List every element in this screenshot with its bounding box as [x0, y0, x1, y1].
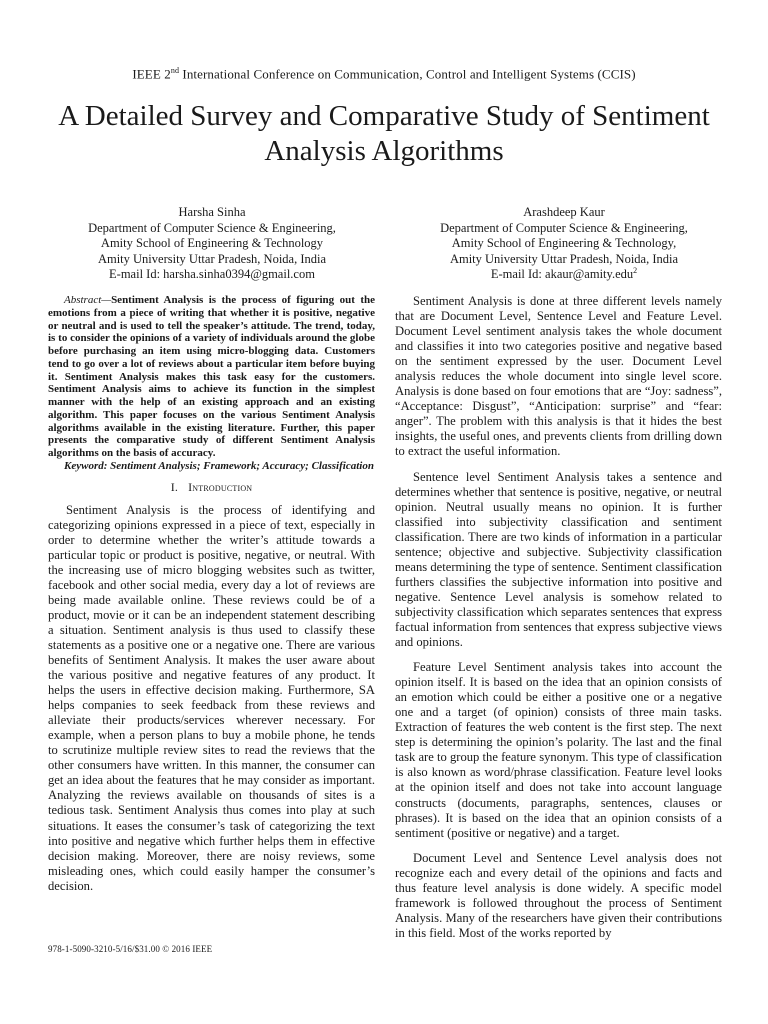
author-school: Amity School of Engineering & Technology,: [451, 236, 677, 250]
body-paragraph: Feature Level Sentiment analysis takes into account the opinion itself. It is based on the idea that an opinion consists of an emotion which could be either a positive one or a negative one and a target (of opinion) consists of three main tasks. Extraction of features the web content is the first step. The next step is determining the opinion’s polarity. The last and the final task are to group the feature synonym. This type of classification is also known as word/phrase classification. Feature level looks at the opinion itself and does not take into account language constructs (documents, paragraphs, sentences, clauses or phrases). It is based on the idea that an opinion consists of a sentiment (positive or negative) and a target.: [395, 660, 722, 840]
conference-suffix: International Conference on Communication, Control and Intelligent Systems (CCIS): [179, 66, 636, 82]
conference-header: [0, 66, 768, 82]
right-column: [395, 294, 722, 951]
body-paragraph: Sentence level Sentiment Analysis takes a sentence and determines whether that sentence is positive, negative, or neutral opinion. Neutral usually means no opinion. It is further classified into subjectivity classification and sentiment classification. There are two kinds of information in a particular sentence; objective and subjective. Subjectivity classification means determining the type of sentence. Sentiment classification furthers classifies the subjective information into positive and negative. Sentence Level analysis is somehow related to subjectivity classification which separates sentences that express factual information from sentences that express subjective views and opinions.: [395, 469, 722, 650]
paper-title: A Detailed Survey and Comparative Study of Sentiment Analysis Algorithms: [58, 100, 710, 167]
author-name: Harsha Sinha: [178, 205, 246, 219]
section-number: I.: [170, 479, 179, 494]
author-block-1: [52, 205, 372, 283]
section-title: Introduction: [188, 479, 253, 494]
keywords: Keyword: Sentiment Analysis; Framework; Accuracy; Classification: [64, 459, 374, 472]
abstract: [48, 294, 375, 460]
body-paragraph: Sentiment Analysis is the process of identifying and categorizing opinions expressed in a piece of text, especially in order to determine whether the writer’s attitude towards a particular topic or product is positive, negative, or neutral. With the increasing use of micro blogging websites such as twitter, facebook and other social media, every day a lot of reviews are being made available online. These reviews could be of a product, movie or it can be an independent statement describing a situation. Sentiment analysis is thus used to classify these statements as a positive one or a negative one. There are various benefits of Sentiment Analysis. It makes the user aware about the various positive and negative features of any product. It helps the users in effective decision making. Furthermore, SA helps companies to seek feedback from these reviews and alleviate their products/services wherever necessary. For example, when a person plans to buy a mobile phone, he tends to scrutinize multiple review sites to read the reviews that the other consumers have written. In this manner, the consumer can get an idea about the features that he may consider as important. Analyzing the reviews available on thousands of sites is a tedious task. Sentiment Analysis thus comes into play at such situations. It eases the consumer’s task of categorizing the text into positive and negative which further helps them in effective decision making. Moreover, there are noisy reviews, some misleading ones, which could easily hamper the consumer’s decision.: [48, 502, 375, 893]
body-paragraph: Document Level and Sentence Level analysis does not recognize each and every detail of the opinions and facts and thus feature level analysis is done widely. A specific model framework is followed throughout the process of Sentiment Analysis. Many of the researchers have given their contributions in this field. Most of the works reported by: [395, 850, 722, 940]
author-email-text: E-mail Id: akaur@amity.edu: [490, 267, 634, 281]
left-column: [48, 294, 375, 903]
author-school: Amity School of Engineering & Technology: [100, 236, 324, 250]
conference-ordinal-sup: nd: [170, 66, 180, 75]
body-paragraph: Sentiment Analysis is done at three different levels namely that are Document Level, Sentence Level and Feature Level. Document Level sentiment analysis takes the whole document and classifies it into two categories positive and negative based on the sentiment expressed by the user. Document Level analysis reduces the whole document into single level score. Analysis is done based on four emotions that are “Joy: sadness”, “Acceptance: Disgust”, “Anticipation: surprise” and “fear: anger”. The problem with this analysis is that it hides the best insights, the useful ones, and prevents clients from drilling down to extract the useful information.: [395, 294, 722, 459]
copyright-footer: 978-1-5090-3210-5/16/$31.00 © 2016 IEEE: [48, 944, 213, 954]
abstract-text: Sentiment Analysis is the process of figuring out the emotions from a piece of writing that whether it is positive, negative or neutral and is used to tell the speaker’s attitude. The trend, today, is to consider the opinions of a variety of individuals around the globe before purchasing an item using micro-blogging data. Customers tend to go over a lot of reviews about a particular item before buying it. Sentiment Analysis makes this task easy for the customers. Sentiment Analysis aims to achieve its function in the simplest manner with the help of an existing approach and an existing algorithm. This paper focuses on the various Sentiment Analysis algorithms available in the existing literature. Further, this paper presents the comparative study of different Sentiment Analysis algorithms on the basis of accuracy.: [48, 294, 375, 459]
abstract-lead: Abstract—: [64, 294, 112, 306]
author-block-2: [404, 205, 724, 283]
author-email-sup: 2: [633, 265, 638, 275]
section-heading-introduction: [48, 480, 375, 495]
author-email-text: E-mail Id: harsha.sinha0394@gmail.com: [109, 267, 315, 281]
author-department: Department of Computer Science & Engineering,: [440, 220, 688, 235]
author-email: [404, 267, 724, 283]
author-university: Amity University Uttar Pradesh, Noida, India: [449, 251, 679, 266]
author-name: Arashdeep Kaur: [523, 205, 605, 219]
author-email: [52, 267, 372, 283]
conference-prefix: IEEE 2: [132, 66, 171, 82]
author-department: Department of Computer Science & Engineering,: [88, 220, 336, 235]
author-university: Amity University Uttar Pradesh, Noida, India: [97, 251, 327, 266]
